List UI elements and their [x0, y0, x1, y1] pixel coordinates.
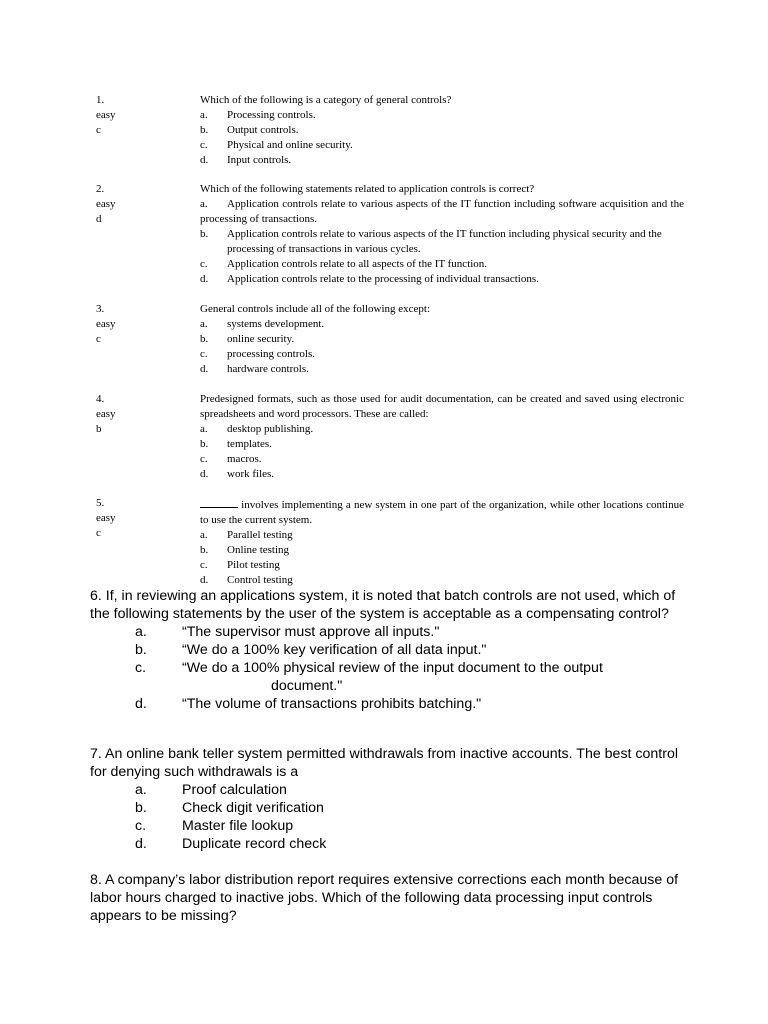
option-letter: d.: [135, 696, 147, 712]
option-text: Online testing: [227, 544, 290, 556]
option-text: [182, 641, 690, 659]
option-text-line: Check digit verification: [182, 800, 324, 816]
option-letter: c.: [200, 453, 208, 465]
option-text-line: “The volume of transactions prohibits batching.": [182, 696, 482, 712]
option-letter: c.: [135, 660, 147, 676]
question-item: [96, 93, 684, 168]
answer-option: [200, 272, 684, 287]
question-number: 4.: [96, 393, 105, 405]
option-text: desktop publishing.: [227, 423, 314, 435]
option-letter: b.: [200, 124, 209, 136]
answer-option: [200, 257, 684, 272]
option-letter: b.: [135, 800, 147, 816]
question-stem: [200, 496, 684, 528]
answer-option: [90, 659, 690, 695]
option-text: Application controls relate to various aspects of the IT function including physical security and the processing of transactions in various cycles.: [227, 228, 662, 255]
answer-option: [200, 108, 684, 123]
option-letter: d.: [200, 363, 209, 375]
question-stem-text: Predesigned formats, such as those used for audit documentation, can be created and saved using electronic spreadsheets and word processors. These are called:: [200, 393, 684, 420]
option-text: Application controls relate to various aspects of the IT function including software acquisition and the processing of transactions.: [200, 198, 684, 225]
option-text: Processing controls.: [227, 109, 316, 121]
option-letter: d.: [200, 273, 209, 285]
option-letter: a.: [200, 318, 208, 330]
option-letter: c.: [200, 559, 208, 571]
answer-option: [200, 138, 684, 153]
option-text: macros.: [227, 453, 262, 465]
answer-option: [200, 437, 684, 452]
answer-option: [200, 452, 684, 467]
option-letter: b.: [200, 228, 209, 240]
option-text-line: “We do a 100% physical review of the input document to the output: [182, 660, 603, 676]
question-stem: 7. An online bank teller system permitted withdrawals from inactive accounts. The best control for denying such withdrawals is a: [90, 746, 679, 780]
answer-option: [200, 467, 684, 482]
option-letter: d.: [200, 154, 209, 166]
question-body: [200, 392, 684, 482]
option-letter: b.: [200, 333, 209, 345]
question-stem-text: Which of the following statements related to application controls is correct?: [200, 183, 535, 195]
question-item: [90, 871, 690, 925]
option-text-line: Master file lookup: [182, 818, 294, 834]
option-letter: b.: [200, 544, 209, 556]
option-text-continuation: document.": [271, 678, 343, 694]
question-meta: [96, 302, 186, 347]
answer-option: [200, 227, 684, 257]
question-difficulty: easy: [96, 408, 116, 420]
option-letter: a.: [135, 624, 147, 640]
answer-option: [90, 817, 690, 835]
option-letter: a.: [200, 423, 208, 435]
option-text: Application controls relate to the processing of individual transactions.: [227, 273, 539, 285]
option-text: templates.: [227, 438, 272, 450]
question-body: [200, 93, 684, 168]
option-text: Physical and online security.: [227, 139, 353, 151]
question-difficulty: easy: [96, 318, 116, 330]
option-letter: c.: [200, 139, 208, 151]
option-letter: d.: [200, 574, 209, 586]
question-stem: [200, 93, 684, 108]
answer-option: [90, 781, 690, 799]
option-text: [182, 799, 690, 817]
question-body: [200, 302, 684, 377]
option-text-line: Proof calculation: [182, 782, 287, 798]
question-stem: [200, 302, 684, 317]
question-number: 3.: [96, 303, 105, 315]
question-stem-text: General controls include all of the following except:: [200, 303, 431, 315]
question-number: 1.: [96, 94, 105, 106]
option-text: Output controls.: [227, 124, 299, 136]
answer-option: [200, 528, 684, 543]
answer-option: [200, 197, 684, 227]
option-text: hardware controls.: [227, 363, 309, 375]
option-text: processing controls.: [227, 348, 315, 360]
option-text: Control testing: [227, 574, 293, 586]
question-stem: [200, 392, 684, 422]
question-number: 2.: [96, 183, 105, 195]
question-stem: 8. A company’s labor distribution report requires extensive corrections each month because of labor hours charged to inactive jobs. Which of the following data processing input controls appears to be missing?: [90, 872, 679, 924]
answer-option: [90, 623, 690, 641]
answer-option: [200, 347, 684, 362]
answer-option: [200, 422, 684, 437]
question-number: 5.: [96, 497, 105, 509]
question-item: [90, 745, 690, 853]
question-meta: [96, 93, 186, 138]
option-text: Parallel testing: [227, 529, 293, 541]
answer-option: [200, 558, 684, 573]
question-stem-text: involves implementing a new system in one part of the organization, while other locations continue to use the current system.: [200, 499, 684, 526]
answer-option: [200, 153, 684, 168]
answer-option: [200, 573, 684, 588]
question-item: [96, 392, 684, 482]
question-difficulty: easy: [96, 512, 116, 524]
option-letter: a.: [135, 782, 147, 798]
option-text-line: “We do a 100% key verification of all data input.": [182, 642, 487, 658]
option-text: [182, 623, 690, 641]
option-text: work files.: [227, 468, 275, 480]
answer-option: [200, 543, 684, 558]
option-letter: c.: [135, 818, 147, 834]
question-answer-key: c: [96, 124, 101, 136]
question-body: [200, 496, 684, 588]
option-letter: c.: [200, 348, 208, 360]
question-item: [96, 182, 684, 287]
question-stem: 6. If, in reviewing an applications system, it is noted that batch controls are not used, which of the following statements by the user of the system is acceptable as a compensating control?: [90, 588, 676, 622]
answer-option: [200, 317, 684, 332]
question-answer-key: c: [96, 527, 101, 539]
option-text: online security.: [227, 333, 295, 345]
option-letter: a.: [200, 198, 208, 210]
question-answer-key: b: [96, 423, 102, 435]
fill-in-blank-line: [200, 496, 238, 508]
question-answer-key: c: [96, 333, 101, 345]
question-difficulty: easy: [96, 198, 116, 210]
answer-option: [200, 362, 684, 377]
option-letter: d.: [135, 836, 147, 852]
option-text-line: “The supervisor must approve all inputs.": [182, 624, 440, 640]
question-meta: [96, 496, 186, 541]
option-letter: a.: [200, 109, 208, 121]
option-text-line: Duplicate record check: [182, 836, 327, 852]
question-answer-key: d: [96, 213, 102, 225]
option-text: [182, 835, 690, 853]
question-item: [90, 587, 690, 713]
question-difficulty: easy: [96, 109, 116, 121]
option-text: [182, 817, 690, 835]
question-meta: [96, 182, 186, 227]
answer-option: [90, 695, 690, 713]
question-item: [96, 302, 684, 377]
question-meta: [96, 392, 186, 437]
question-stem-text: Which of the following is a category of general controls?: [200, 94, 452, 106]
answer-option: [200, 332, 684, 347]
option-text: Input controls.: [227, 154, 292, 166]
option-letter: a.: [200, 529, 208, 541]
question-body: [200, 182, 684, 287]
option-text: Pilot testing: [227, 559, 280, 571]
option-letter: b.: [135, 642, 147, 658]
option-letter: b.: [200, 438, 209, 450]
option-text: [182, 781, 690, 799]
answer-option: [90, 641, 690, 659]
option-text: [182, 695, 690, 713]
option-text: [182, 659, 690, 695]
question-item: [96, 496, 684, 588]
answer-option: [90, 835, 690, 853]
option-letter: c.: [200, 258, 208, 270]
answer-option: [90, 799, 690, 817]
answer-option: [200, 123, 684, 138]
option-text: systems development.: [227, 318, 325, 330]
option-letter: d.: [200, 468, 209, 480]
question-stem: [200, 182, 684, 197]
option-text: Application controls relate to all aspects of the IT function.: [227, 258, 488, 270]
